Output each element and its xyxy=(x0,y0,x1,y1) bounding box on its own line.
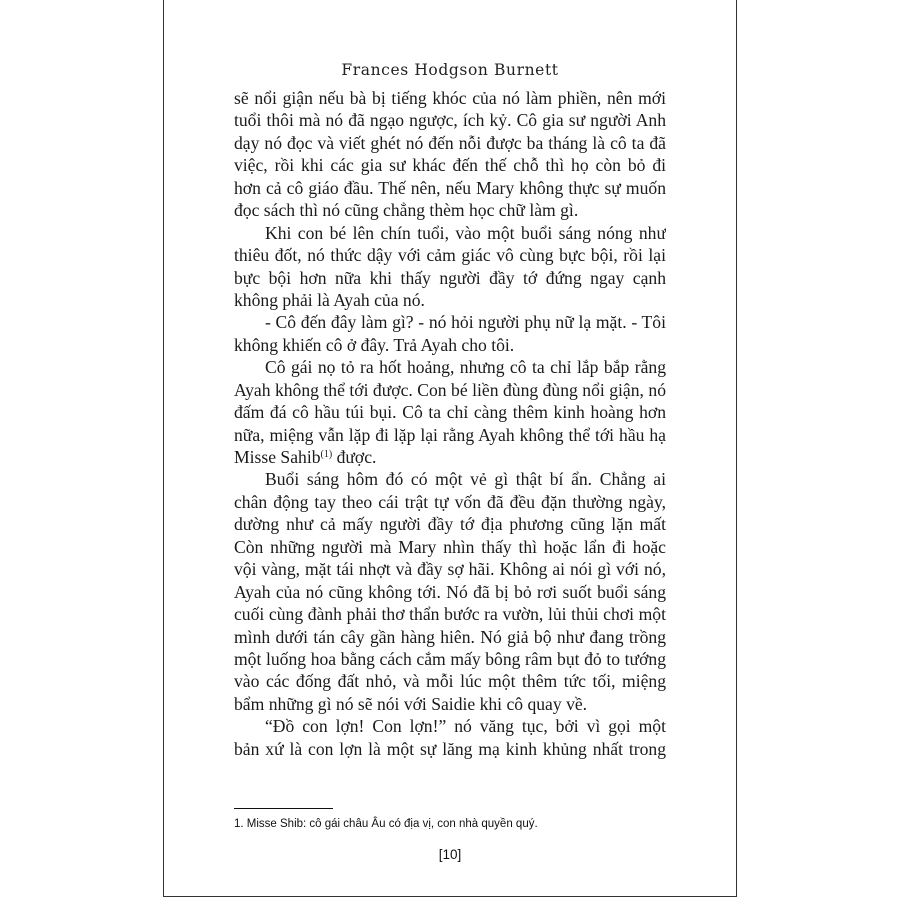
footnote-reference: (1) xyxy=(320,449,333,460)
text-line: bẩm những gì nó sẽ nói với Saidie khi cô quay về. xyxy=(234,693,588,714)
text-line: chân động tay theo cái trật tự vốn đã đều đặn thường ngày, xyxy=(234,491,666,512)
text-line: Còn những người mà Mary nhìn thấy thì hoặc lẩn đi hoặc xyxy=(234,536,666,557)
text-line: việc, rồi khi các gia sư khác đến thế chỗ thì họ còn bỏ đi xyxy=(234,155,666,176)
text-line: nữa, miệng vẫn lặp đi lặp lại rằng Ayah không thể tới hầu hạ xyxy=(234,424,666,445)
text-line: không phải là Ayah của nó. xyxy=(234,289,425,310)
footnote-divider xyxy=(234,808,333,809)
text-line: hơn cả cô giáo đầu. Thế nên, nếu Mary không thực sự muốn xyxy=(234,177,666,198)
running-title: Frances Hodgson Burnett xyxy=(341,61,559,79)
text-line: mình dưới tán cây gần hàng hiên. Nó giả bộ như đang trồng xyxy=(234,626,666,647)
text-line: bản xứ là con lợn là một sự lăng mạ kinh khủng nhất trong xyxy=(234,738,666,759)
paragraph xyxy=(234,468,666,715)
text-line: thiêu đốt, nó thức dậy với cảm giác vô cùng bực bội, rồi lại xyxy=(234,245,666,266)
text-line: đấm đá cô hầu túi bụi. Cô ta chỉ càng thêm kinh hoàng hơn xyxy=(234,402,666,423)
paragraph xyxy=(234,222,666,312)
text-line: Buổi sáng hôm đó có một vẻ gì thật bí ẩn. Chẳng ai xyxy=(265,469,666,490)
paragraph xyxy=(234,311,666,356)
text-line: “Đồ con lợn! Con lợn!” nó văng tục, bởi vì gọi một xyxy=(265,716,666,737)
text-segment: được. xyxy=(332,447,377,467)
text-line: vào các đống đất nhỏ, và mỗi lúc một thêm tức tối, miệng xyxy=(234,671,666,692)
text-line: Cô gái nọ tỏ ra hốt hoảng, nhưng cô ta chỉ lắp bắp rằng xyxy=(265,357,666,378)
text-segment: Misse Sahib xyxy=(234,447,321,467)
text-line: dạy nó đọc và viết ghét nó đến nỗi được ba tháng là cô ta đã xyxy=(234,132,666,153)
text-line: một luống hoa bằng cách cắm mấy bông râm bụt đỏ to tướng xyxy=(234,648,666,669)
body-text xyxy=(234,87,666,760)
text-line xyxy=(234,446,666,468)
text-line: Khi con bé lên chín tuổi, vào một buổi sáng nóng như xyxy=(265,222,666,243)
footnote: 1. Misse Shib: cô gái châu Âu có địa vị, con nhà quyền quý. xyxy=(234,818,538,830)
page-number: [10] xyxy=(438,847,462,862)
text-line: cuối cùng đành phải thơ thẩn bước ra vườn, lủi thủi chơi một xyxy=(234,604,666,625)
text-line: không khiến cô ở đây. Trả Ayah cho tôi. xyxy=(234,334,515,355)
text-line: - Cô đến đây làm gì? - nó hỏi người phụ nữ lạ mặt. - Tôi xyxy=(265,312,666,333)
paragraph xyxy=(234,715,666,760)
text-line: Ayah của nó cũng không tới. Nó đã bị bỏ rơi suốt buổi sáng xyxy=(234,581,666,602)
text-line: Ayah không thể tới được. Con bé liền đùng đùng nổi giận, nó xyxy=(234,379,666,400)
text-line: dường như cả mấy người đầy tớ địa phương cũng lặn mất xyxy=(234,514,666,535)
text-line: bực bội hơn nữa khi thấy người đầy tớ đứng ngay cạnh xyxy=(234,267,666,288)
text-line: tuổi thôi mà nó đã ngạo ngược, ích kỷ. Cô gia sư người Anh xyxy=(234,110,666,131)
text-line: vội vàng, mặt tái nhợt và đầy sợ hãi. Không ai nói gì với nó, xyxy=(234,559,666,580)
text-line: sẽ nổi giận nếu bà bị tiếng khóc của nó làm phiền, nên mới xyxy=(234,88,666,108)
paragraph xyxy=(234,356,666,468)
text-line: đọc sách thì nó cũng chẳng thèm học chữ làm gì. xyxy=(234,200,579,221)
paragraph xyxy=(234,87,666,222)
